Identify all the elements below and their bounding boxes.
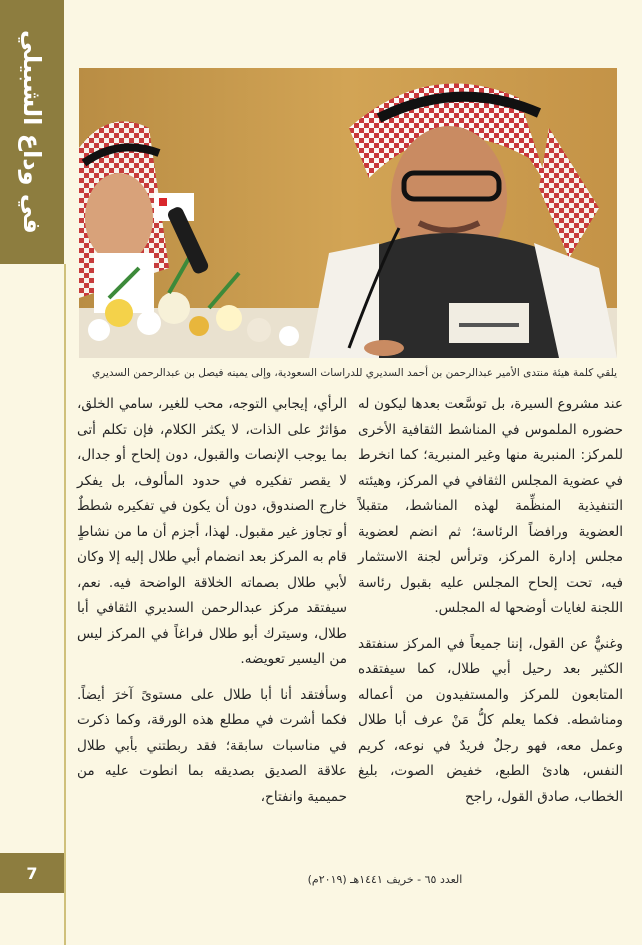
paragraph: الرأي، إيجابي التوجه، محب للغير، سامي الخلق، مؤاثرٌ على الذات، لا يكثر الكلام، فإن تكلم أتى بما يوجب الإنصات والقبول، دون إلحاح أو جدال، لا يقصر تفكيره في حدود المألوف، بل يفكر خارج الصندوق، دون أن يكون في تفكيره شططٌ أو تجاوز غير مقبول. لهذا، أجزم أن ما من نشاطٍ قام به المركز بعد انضمام أبي طلال إليه إلا وكان لأبي طلال بصماته الخلاقة الواضحة فيه. نعم، سيفتقد مركز عبدالرحمن السديري الثقافي أبا طلال، وسيترك أبو طلال فراغاً في المركز ليس من اليسير تعويضه. — [77, 396, 347, 667]
margin-rule — [64, 264, 66, 945]
text-column-right — [358, 392, 623, 820]
section-title: في وداع الشبيلي — [18, 30, 46, 234]
event-photo — [79, 68, 617, 358]
paragraph: عند مشروع السيرة، بل توسَّعت بعدها ليكون له حضوره الملموس في المناشط الثقافية الأخرى للمركز: المنبرية منها وغير المنبرية؛ كما انخرط في عضوية المجلس الثقافي في المركز، وهيئته التنفيذية المنظِّمة لهذه المناشط، متقبلاً العضوية ورافضاً الرئاسة؛ ثم انضم لعضوية مجلس إدارة المركز، وترأس لجنة الاستثمار فيه، تحت إلحاح المجلس عليه بقبول رئاسة اللجنة لغايات أوضحها له المجلس. — [358, 396, 623, 616]
page-number: 7 — [0, 853, 64, 893]
paragraph: وغنيٌّ عن القول، إننا جميعاً في المركز سنفتقد الكثير بعد رحيل أبي طلال، كما سيفتقده المتابعون للمركز والمستفيدون من أعماله ومناشطه. فكما يعلم كلُّ مَنْ عرف أبا طلال وعمل معه، فهو رجلٌ فريدٌ في نوعه، كريم النفس، هادئ الطبع، خفيض الصوت، بليغ الخطاب، صادق القول، راجح — [358, 635, 623, 805]
text-column-left — [77, 392, 347, 820]
section-tab — [0, 0, 64, 264]
issue-footer: العدد ٦٥ - خريف ١٤٤١هـ (٢٠١٩م) — [307, 873, 463, 886]
photo-caption: يلقي كلمة هيئة منتدى الأمير عبدالرحمن بن أحمد السديري للدراسات السعودية، وإلى يمينه فيصل بن عبدالرحمن السديري — [91, 367, 617, 379]
paragraph: وسأفتقد أنا أبا طلال على مستوىً آخرَ أيضاً. فكما أشرت في مطلع هذه الورقة، وكما ذكرت في مناسبات سابقة؛ فقد ربطتني بأبي طلال علاقة الصديق بصديقه بما انطوت عليه من حميمية وانفتاح، — [77, 686, 347, 805]
